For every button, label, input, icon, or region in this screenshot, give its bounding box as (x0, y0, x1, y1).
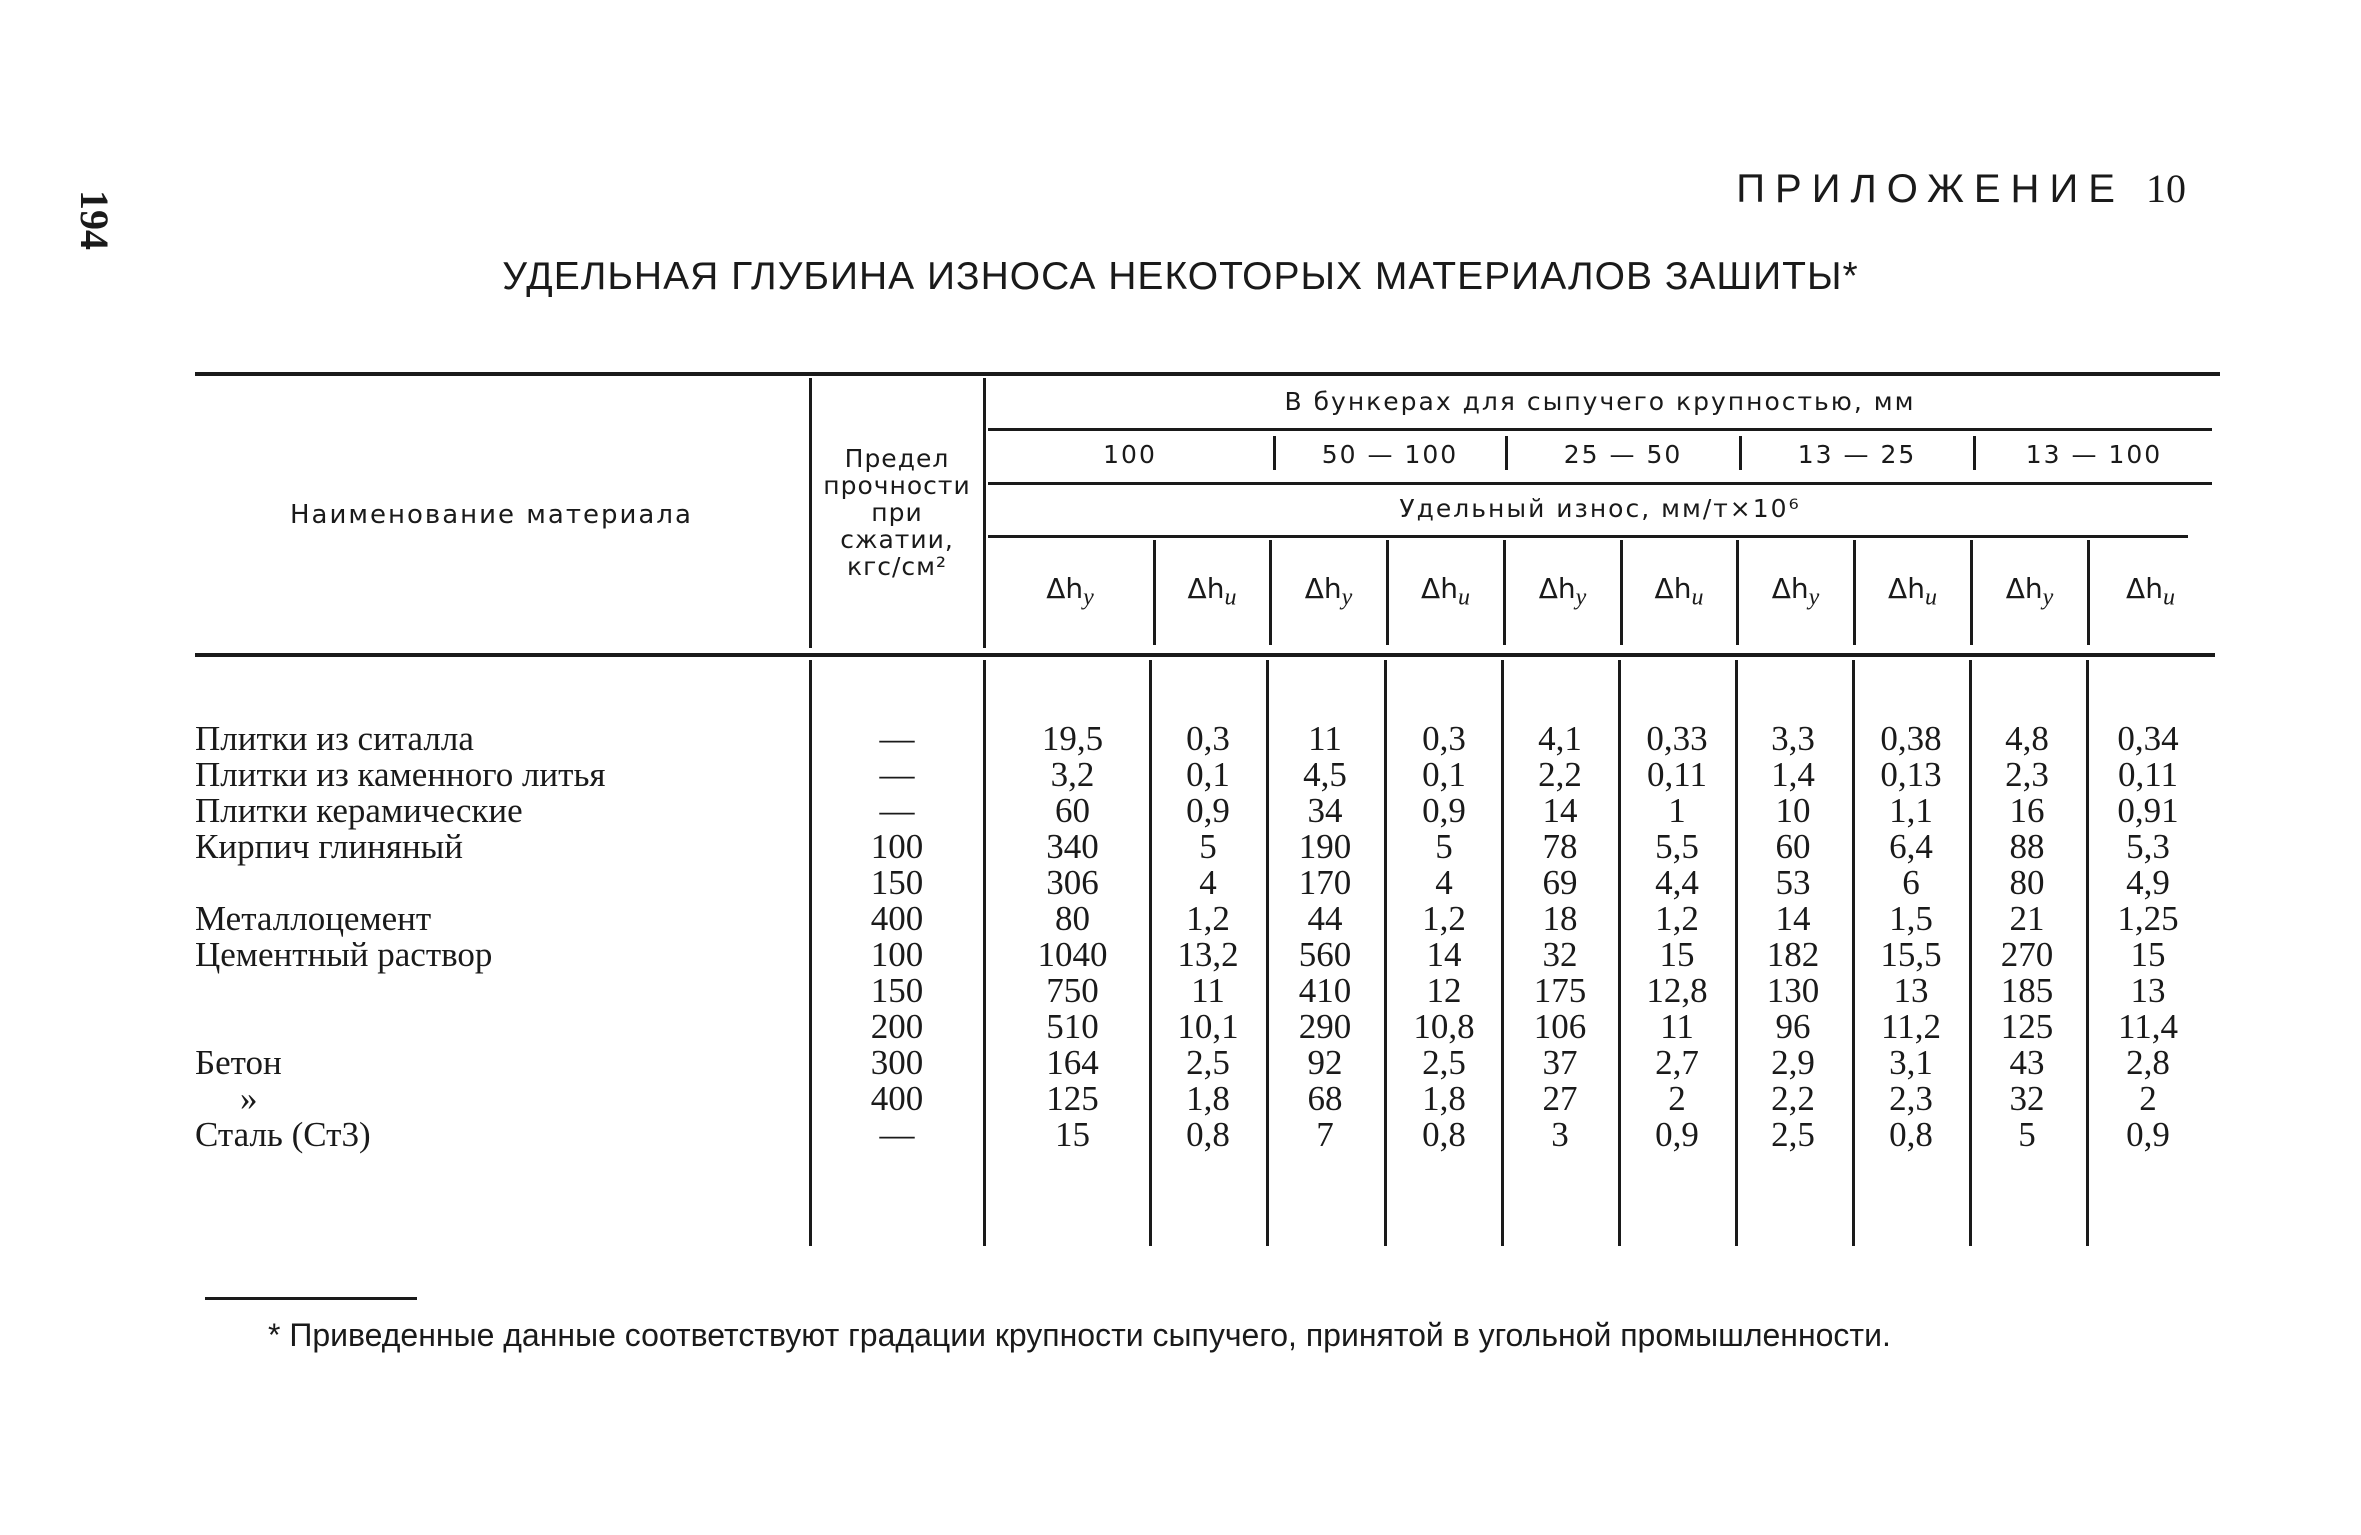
wear-value: 0,9 (1655, 1115, 1699, 1154)
wear-value: 175 (1533, 971, 1587, 1010)
strength-value: — (879, 719, 915, 758)
wear-value: 1040 (1037, 935, 1108, 974)
wear-value: 80 (1055, 899, 1090, 938)
strength-value: 400 (870, 899, 924, 938)
wear-subheader: $\Delta h_у$ (1046, 572, 1094, 611)
material-name: Плитки из ситалла (195, 719, 474, 758)
wear-value: 0,33 (1646, 719, 1708, 758)
wear-value: 1,2 (1655, 899, 1699, 938)
wear-value: 1,5 (1889, 899, 1933, 938)
wear-value: 88 (2009, 827, 2045, 866)
wear-value: 0,8 (1186, 1115, 1230, 1154)
wear-value: 16 (2009, 791, 2045, 830)
material-name: Металлоцемент (195, 899, 432, 938)
strength-line-1: Предел (844, 444, 950, 473)
wear-value: 4,5 (1303, 755, 1347, 794)
wear-value: 10 (1775, 791, 1811, 830)
wear-value: 2,5 (1422, 1043, 1466, 1082)
wear-value: 14 (1542, 791, 1578, 830)
wear-value: 19,5 (1041, 719, 1104, 758)
wear-value: 1 (1668, 791, 1686, 830)
wear-subheader: $\Delta h_и$ (1421, 572, 1470, 611)
wear-rule (988, 535, 2188, 538)
size-group-3: 25 — 50 (1563, 440, 1683, 469)
table-row (0, 937, 2361, 973)
wear-value: 290 (1298, 1007, 1352, 1046)
footnote-rule (205, 1297, 417, 1300)
strength-value: — (879, 791, 915, 830)
strength-value: 150 (870, 971, 924, 1010)
wear-value: 13,2 (1177, 935, 1239, 974)
wear-value: 2,8 (2126, 1043, 2170, 1082)
wear-value: 1,8 (1422, 1079, 1466, 1118)
wear-value: 96 (1775, 1007, 1811, 1046)
wear-value: 0,9 (1422, 791, 1466, 830)
wear-subheader: $\Delta h_у$ (1538, 572, 1587, 611)
wear-value: 1,8 (1186, 1079, 1230, 1118)
wear-subheader: $\Delta h_у$ (1771, 572, 1820, 611)
wear-value: 53 (1775, 863, 1811, 902)
strength-value: 100 (870, 935, 924, 974)
wear-value: 0,1 (1422, 755, 1466, 794)
material-name: Кирпич глиняный (195, 827, 463, 866)
wear-value: 0,9 (1186, 791, 1230, 830)
size-group-1: 100 (1103, 440, 1157, 469)
wear-value: 185 (2000, 971, 2054, 1010)
table-row (0, 829, 2361, 865)
wear-value: 3,2 (1050, 755, 1095, 794)
wear-value: 125 (2000, 1007, 2054, 1046)
wear-value: 11,2 (1881, 1007, 1941, 1046)
bunker-header: В бункерах для сыпучего крупностью, мм (1284, 387, 1916, 416)
wear-value: 4 (1199, 863, 1217, 902)
wear-value: 60 (1775, 827, 1811, 866)
wear-value: 14 (1426, 935, 1462, 974)
wear-value: 15,5 (1880, 935, 1942, 974)
wear-value: 0,38 (1880, 719, 1942, 758)
table-row (0, 1009, 2361, 1045)
wear-value: 12 (1426, 971, 1462, 1010)
wear-subheader: $\Delta h_и$ (2126, 572, 2175, 611)
wear-value: 5,3 (2126, 827, 2170, 866)
wear-value: 0,11 (1647, 755, 1707, 794)
wear-value: 21 (2009, 899, 2045, 938)
wear-value: 2,5 (1186, 1043, 1230, 1082)
wear-value: 164 (1046, 1043, 1099, 1082)
wear-subheader: $\Delta h_и$ (1888, 572, 1937, 611)
wear-value: 0,34 (2117, 719, 2179, 758)
material-name: Бетон (195, 1043, 282, 1082)
wear-value: 13 (2130, 971, 2166, 1010)
wear-value: 0,8 (1889, 1115, 1933, 1154)
wear-value: 60 (1055, 791, 1090, 830)
wear-value: 6 (1902, 863, 1920, 902)
wear-value: 3,1 (1889, 1043, 1933, 1082)
wear-value: 170 (1298, 863, 1352, 902)
wear-value: 32 (1542, 935, 1578, 974)
page-number: 194 (72, 190, 117, 250)
wear-value: 2,2 (1771, 1079, 1815, 1118)
appendix-number: 10 (2146, 166, 2186, 211)
wear-value: 0,9 (2126, 1115, 2170, 1154)
wear-header: Удельный износ, мм/т×10⁶ (1399, 494, 1801, 523)
wear-value: 2 (2139, 1079, 2157, 1118)
size-group-5: 13 — 100 (2025, 440, 2163, 469)
wear-value: 4,9 (2126, 863, 2170, 902)
wear-value: 80 (2009, 863, 2045, 902)
wear-value: 5 (2018, 1115, 2036, 1154)
wear-value: 7 (1316, 1115, 1334, 1154)
wear-subheader: $\Delta h_и$ (1654, 572, 1704, 611)
wear-value: 44 (1307, 899, 1343, 938)
wear-value: 15 (1055, 1115, 1090, 1154)
appendix-heading (1736, 165, 2186, 212)
wear-subheader: $\Delta h_у$ (2005, 572, 2054, 611)
wear-value: 410 (1298, 971, 1352, 1010)
wear-value: 0,3 (1186, 719, 1230, 758)
table-row (0, 1081, 2361, 1117)
wear-value: 11 (1660, 1007, 1694, 1046)
strength-value: — (879, 1115, 915, 1154)
wear-value: 10,8 (1413, 1007, 1475, 1046)
wear-value: 2,7 (1655, 1043, 1699, 1082)
wear-value: 1,4 (1771, 755, 1815, 794)
wear-value: 11 (1191, 971, 1225, 1010)
strength-line-3: при (871, 498, 923, 527)
wear-value: 1,2 (1186, 899, 1230, 938)
wear-value: 2,3 (2005, 755, 2049, 794)
strength-column-header (812, 445, 982, 580)
wear-value: 270 (2000, 935, 2054, 974)
strength-value: 150 (870, 863, 924, 902)
wear-value: 3,3 (1771, 719, 1815, 758)
material-name: » (240, 1079, 258, 1118)
table-row (0, 721, 2361, 757)
wear-value: 1,2 (1422, 899, 1466, 938)
wear-value: 0,11 (2118, 755, 2178, 794)
wear-value: 750 (1046, 971, 1099, 1010)
table-title: УДЕЛЬНАЯ ГЛУБИНА ИЗНОСА НЕКОТОРЫХ МАТЕРИАЛОВ ЗАШИТЫ* (502, 255, 1859, 298)
wear-value: 37 (1542, 1043, 1578, 1082)
wear-value: 27 (1542, 1079, 1578, 1118)
wear-value: 32 (2009, 1079, 2045, 1118)
wear-value: 1,1 (1889, 791, 1933, 830)
appendix-label: ПРИЛОЖЕНИЕ (1736, 167, 2125, 211)
wear-value: 125 (1046, 1079, 1099, 1118)
wear-value: 1,25 (2117, 899, 2179, 938)
strength-value: 400 (870, 1079, 924, 1118)
wear-value: 560 (1298, 935, 1352, 974)
strength-line-5: кгс/см² (846, 552, 948, 581)
wear-value: 0,13 (1880, 755, 1942, 794)
strength-value: 200 (870, 1007, 924, 1046)
strength-line-4: сжатии, (840, 525, 954, 554)
header-bottom-rule (195, 653, 2215, 657)
wear-value: 2,9 (1771, 1043, 1815, 1082)
wear-value: 5,5 (1655, 827, 1699, 866)
wear-value: 11,4 (2118, 1007, 2178, 1046)
table-row (0, 901, 2361, 937)
footnote: * Приведенные данные соответствуют градации крупности сыпучего, принятой в угольной промышленности. (268, 1317, 1891, 1353)
wear-value: 18 (1542, 899, 1578, 938)
wear-value: 10,1 (1177, 1007, 1239, 1046)
table-row (0, 1117, 2361, 1153)
wear-value: 92 (1307, 1043, 1343, 1082)
wear-value: 5 (1199, 827, 1217, 866)
wear-value: 2 (1668, 1079, 1686, 1118)
wear-value: 4,4 (1655, 863, 1699, 902)
wear-value: 2,3 (1889, 1079, 1933, 1118)
wear-subheader: $\Delta h_у$ (1304, 572, 1353, 611)
table-row (0, 1045, 2361, 1081)
wear-value: 2,2 (1538, 755, 1582, 794)
size-rule (988, 482, 2212, 485)
table-row (0, 865, 2361, 901)
material-name: Плитки керамические (195, 791, 523, 830)
wear-value: 3 (1551, 1115, 1569, 1154)
wear-value: 306 (1046, 863, 1099, 902)
table-top-rule (195, 372, 2220, 376)
wear-value: 0,3 (1422, 719, 1466, 758)
strength-value: — (879, 755, 915, 794)
wear-value: 190 (1298, 827, 1352, 866)
wear-value: 78 (1542, 827, 1578, 866)
wear-value: 2,5 (1771, 1115, 1815, 1154)
material-name: Цементный раствор (195, 935, 493, 974)
wear-value: 0,8 (1422, 1115, 1466, 1154)
table-row (0, 973, 2361, 1009)
table-row (0, 793, 2361, 829)
wear-value: 4 (1435, 863, 1453, 902)
wear-value: 68 (1307, 1079, 1343, 1118)
table-row (0, 757, 2361, 793)
wear-value: 12,8 (1646, 971, 1708, 1010)
wear-value: 0,1 (1186, 755, 1230, 794)
wear-value: 34 (1307, 791, 1343, 830)
wear-value: 130 (1766, 971, 1820, 1010)
wear-value: 0,91 (2117, 791, 2179, 830)
wear-value: 15 (1659, 935, 1695, 974)
divider-strength-values (983, 378, 986, 648)
wear-value: 182 (1766, 935, 1820, 974)
bunker-rule (988, 428, 2212, 431)
wear-value: 13 (1893, 971, 1929, 1010)
name-column-header: Наименование материала (290, 500, 693, 530)
material-name: Сталь (Ст3) (195, 1115, 371, 1154)
wear-value: 43 (2009, 1043, 2045, 1082)
wear-value: 69 (1542, 863, 1578, 902)
wear-value: 4,1 (1538, 719, 1582, 758)
wear-value: 14 (1775, 899, 1811, 938)
wear-value: 6,4 (1889, 827, 1933, 866)
wear-value: 5 (1435, 827, 1453, 866)
wear-value: 510 (1046, 1007, 1099, 1046)
wear-value: 340 (1046, 827, 1099, 866)
size-group-2: 50 — 100 (1321, 440, 1459, 469)
strength-line-2: прочности (823, 471, 971, 500)
strength-value: 100 (870, 827, 924, 866)
wear-value: 11 (1308, 719, 1342, 758)
wear-value: 4,8 (2005, 719, 2049, 758)
wear-value: 106 (1533, 1007, 1587, 1046)
strength-value: 300 (870, 1043, 924, 1082)
wear-value: 15 (2130, 935, 2166, 974)
material-name: Плитки из каменного литья (195, 755, 606, 794)
wear-subheader: $\Delta h_и$ (1187, 572, 1237, 611)
size-group-4: 13 — 25 (1797, 440, 1917, 469)
